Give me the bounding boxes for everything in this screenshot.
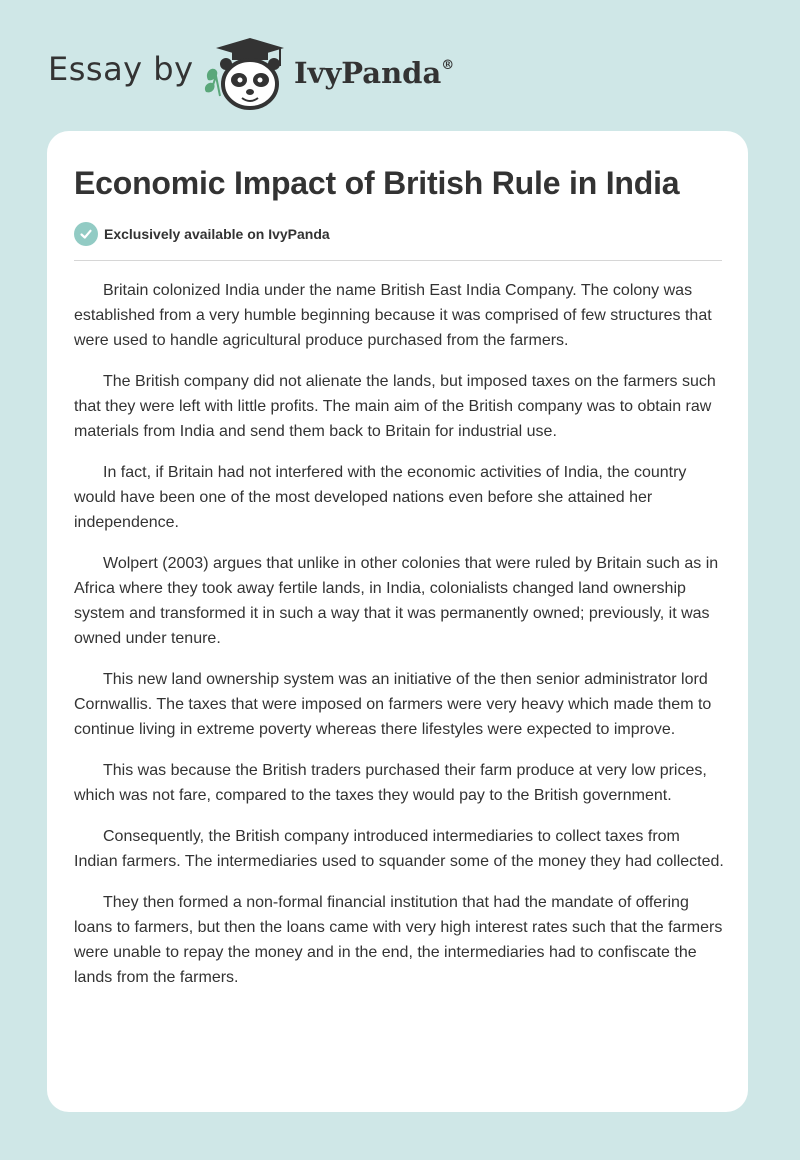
panda-graduate-logo-icon[interactable] <box>202 36 290 112</box>
essay-body <box>74 278 724 1006</box>
exclusive-badge-text: Exclusively available on IvyPanda <box>104 226 330 242</box>
paragraph: Britain colonized India under the name British East India Company. The colony was established from a very humble beginning because it was comprised of few structures that were used to handle agricultural produce purchased from the farmers. <box>74 282 712 349</box>
paragraph: Wolpert (2003) argues that unlike in other colonies that were ruled by Britain such as in Africa where they took away fertile lands, in India, colonialists changed land ownership system and transformed it in such a way that it was permanently owned; previously, it was owned under tenure. <box>74 555 719 647</box>
paragraph: This was because the British traders purchased their farm produce at very low prices, which was not fare, compared to the taxes they would pay to the British government. <box>74 762 707 804</box>
brand-name[interactable]: IvyPanda® <box>294 56 455 90</box>
paragraph: The British company did not alienate the lands, but imposed taxes on the farmers such that they were left with little profits. The main aim of the British company was to obtain raw materials from India and send them back to Britain for industrial use. <box>74 373 716 440</box>
paragraph: Consequently, the British company introduced intermediaries to collect taxes from Indian farmers. The intermediaries used to squander some of the money they had collected. <box>74 828 724 870</box>
essay-card <box>47 131 748 1112</box>
site-header <box>48 36 548 108</box>
page-title: Economic Impact of British Rule in India <box>74 165 680 201</box>
paragraph: They then formed a non-formal financial institution that had the mandate of offering loans to farmers, but then the loans came with very high interest rates such that the farmers were unable to repay the money and in the end, the intermediaries had to confiscate the lands from the farmers. <box>74 894 723 986</box>
divider <box>74 260 722 261</box>
paragraph: In fact, if Britain had not interfered with the economic activities of India, the country would have been one of the most developed nations even before she attained her independence. <box>74 464 687 531</box>
registered-mark: ® <box>441 58 455 73</box>
check-circle-icon <box>74 222 98 246</box>
essay-by-label: Essay by <box>48 50 194 88</box>
leaf-icon <box>205 69 220 96</box>
exclusive-badge <box>74 221 330 247</box>
paragraph: This new land ownership system was an initiative of the then senior administrator lord Cornwallis. The taxes that were imposed on farmers were very heavy which made them to continue living in extreme poverty whereas there lifestyles were expected to improve. <box>74 671 712 738</box>
